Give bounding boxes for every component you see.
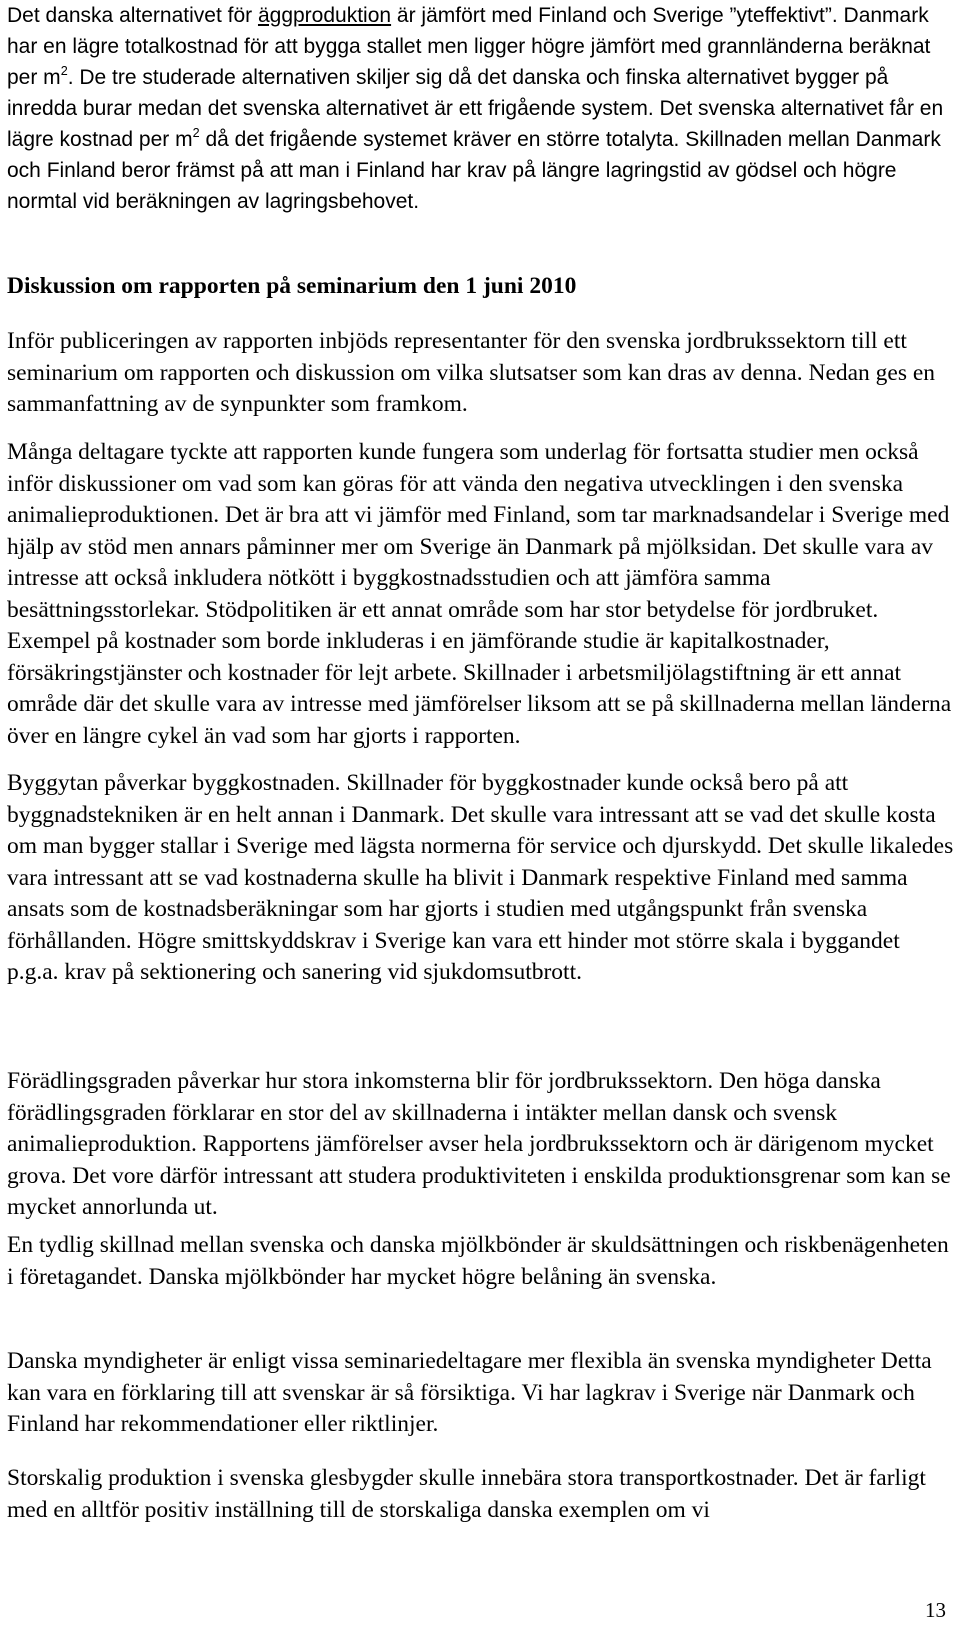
intro-paragraph [7,0,957,217]
intro-text-2: är jämfört med Finland och Sverige ”yteffektivt”. Danmark har en lägre totalkostnad för att bygga stallet men ligger högre jämfört med grannländerna beräknat per m [7,4,931,89]
intro-text-3: . De tre studerade alternativen skiljer sig då det danska och finska alternativet bygger på inredda burar medan det svenska alternativet är ett frigående system. Det svenska alternativet får en lägre kostnad per m [7,66,944,151]
paragraph-2: Många deltagare tyckte att rapporten kunde fungera som underlag för fortsatta studier men också inför diskussioner om vad som kan göras för att vända den negativa utvecklingen i den svenska animalieproduktionen. Det är bra att vi jämför med Finland, som tar marknadsandelar i Sverige med hjälp av stöd men annars påminner mer om Sverige än Danmark på mjölksidan. Det skulle vara av intresse att också inkludera nötkött i byggkostnadsstudien och att jämföra samma besättningsstorlekar. Stödpolitiken är ett annat område som har stor betydelse för jordbruket. Exempel på kostnader som borde inkluderas i en jämförande studie är kapitalkostnader, försäkringstjänster och kostnader för lejt arbete. Skillnader i arbetsmiljölagstiftning är ett annat område där det skulle vara av intresse med jämförelser liksom att se på skillnaderna mellan länderna över en längre cykel än vad som har gjorts i rapporten. [7,439,952,749]
section-heading: Diskussion om rapporten på seminarium den 1 juni 2010 [7,273,577,299]
superscript: 2 [192,126,200,141]
paragraph-1: Inför publiceringen av rapporten inbjöds representanter för den svenska jordbrukssektorn till ett seminarium om rapporten och diskussion om vilka slutsatser som kan dras av denna. Nedan ges en sammanfattning av de synpunkter som framkom. [7,328,936,417]
paragraph-6: Danska myndigheter är enligt vissa seminariedeltagare mer flexibla än svenska myndigheter Detta kan vara en förklaring till att svenskar är så försiktiga. Vi har lagkrav i Sverige när Danmark och Finland har rekommendationer eller riktlinjer. [7,1348,932,1437]
intro-text-4: då det frigående systemet kräver en större totalyta. Skillnaden mellan Danmark och Finland beror främst på att man i Finland har krav på längre lagringstid av gödsel och högre normtal vid beräkningen av lagringsbehovet. [7,128,941,213]
paragraph-7: Storskalig produktion i svenska glesbygder skulle innebära stora transportkostnader. Det är farligt med en alltför positiv inställning till de storskaliga danska exemplen om vi [7,1465,926,1523]
paragraph-5: En tydlig skillnad mellan svenska och danska mjölkbönder är skuldsättningen och riskbenägenheten i företagandet. Danska mjölkbönder har mycket högre belåning än svenska. [7,1232,949,1290]
paragraph-3: Byggytan påverkar byggkostnaden. Skillnader för byggkostnader kunde också bero på att byggnadstekniken är en helt annan i Danmark. Det skulle vara intressant att se vad det skulle kosta om man bygger stallar i Sverige med lägsta normerna för service och djurskydd. Det skulle likaledes vara intressant att se vad kostnaderna skulle ha blivit i Danmark respektive Finland med samma ansats som de kostnadsberäkningar som har gjorts i studien med utgångspunkt från svenska förhållanden. Högre smittskyddskrav i Sverige kan vara ett hinder mot större skala i byggandet p.g.a. krav på sektionering och sanering vid sjukdomsutbrott. [7,770,954,985]
page-number: 13 [925,1598,946,1622]
underlined-word: äggproduktion [257,4,392,27]
superscript: 2 [60,64,68,79]
paragraph-4: Förädlingsgraden påverkar hur stora inkomsterna blir för jordbrukssektorn. Den höga danska förädlingsgraden förklarar en stor del av skillnaderna i intäkter mellan dansk och svensk animalieproduktion. Rapportens jämförelser avser hela jordbrukssektorn och är därigenom mycket grova. Det vore därför intressant att studera produktiviteten i enskilda produktionsgrenar som kan se mycket annorlunda ut. [7,1068,951,1220]
intro-text-1: Det danska alternativet för [7,4,258,27]
